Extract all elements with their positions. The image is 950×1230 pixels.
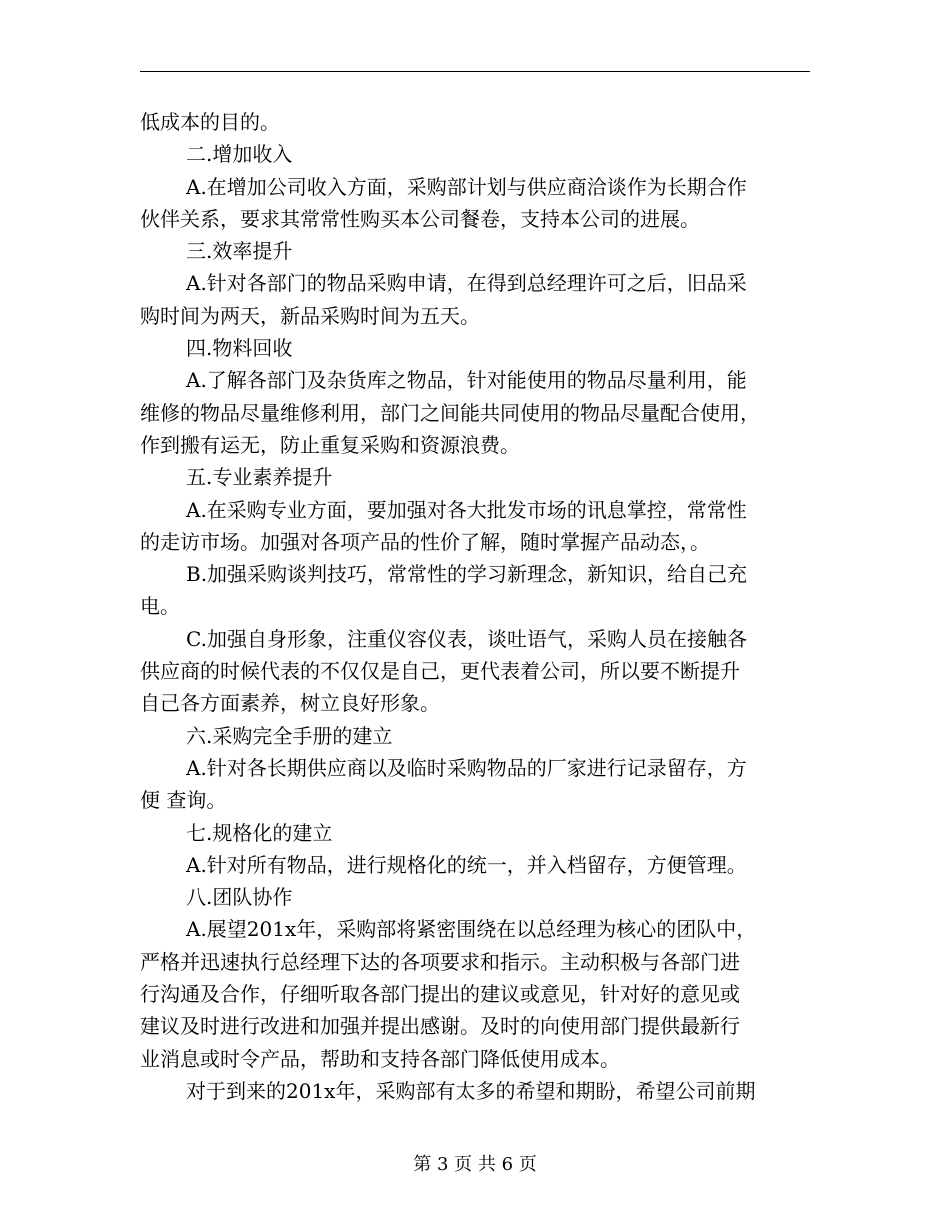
text-line: 四.物料回收 <box>186 336 293 361</box>
text-line: 行沟通及合作，仔细听取各部门提出的建议或意见，针对好的意见或 <box>140 982 740 1007</box>
text-line: 便 查询。 <box>140 788 227 813</box>
text-line: A.针对各长期供应商以及临时采购物品的厂家进行记录留存，方 <box>186 755 747 780</box>
text-line: C.加强自身形象，注重仪容仪表，谈吐语气，采购人员在接触各 <box>186 626 747 651</box>
text-line: 维修的物品尽量维修利用，部门之间能共同使用的物品尽量配合使用， <box>140 400 760 425</box>
text-line: A.了解各部门及杂货库之物品，针对能使用的物品尽量利用，能 <box>186 368 747 393</box>
text-line: B.加强采购谈判技巧，常常性的学习新理念，新知识，给自己充 <box>186 562 748 587</box>
text-line: 六.采购完全手册的建立 <box>186 723 393 748</box>
text-line: 三.效率提升 <box>186 239 293 264</box>
text-line: A.针对各部门的物品采购申请，在得到总经理许可之后，旧品采 <box>186 271 747 296</box>
text-line: A.针对所有物品，进行规格化的统一，并入档留存，方便管理。 <box>186 852 747 877</box>
text-line: 供应商的时候代表的不仅仅是自己，更代表着公司，所以要不断提升 <box>140 659 740 684</box>
text-line: 电。 <box>140 594 180 619</box>
text-line: A.在采购专业方面，要加强对各大批发市场的讯息掌控，常常性 <box>186 497 747 522</box>
header-rule <box>140 71 810 72</box>
text-line: 严格并迅速执行总经理下达的各项要求和指示。主动积极与各部门进 <box>140 949 740 974</box>
text-line: 作到搬有运无，防止重复采购和资源浪费。 <box>140 432 520 457</box>
text-line: 自己各方面素养，树立良好形象。 <box>140 691 440 716</box>
text-line: 二.增加收入 <box>186 142 293 167</box>
page-footer <box>0 1153 950 1177</box>
text-line: A.展望201x年，采购部将紧密围绕在以总经理为核心的团队中， <box>186 917 757 942</box>
text-line: 八.团队协作 <box>186 885 293 910</box>
page-number: 第 3 页 共 6 页 <box>413 1154 537 1175</box>
text-line: 五.专业素养提升 <box>186 465 333 490</box>
text-line: 的走访市场。加强对各项产品的性价了解，随时掌握产品动态，。 <box>140 529 710 554</box>
text-line: 七.规格化的建立 <box>186 820 333 845</box>
text-line: 建议及时进行改进和加强并提出感谢。及时的向使用部门提供最新行 <box>140 1014 740 1039</box>
text-line: 伙伴关系，要求其常常性购买本公司餐卷，支持本公司的进展。 <box>140 206 700 231</box>
text-line: A.在增加公司收入方面，采购部计划与供应商洽谈作为长期合作 <box>186 174 747 199</box>
text-line: 购时间为两天，新品采购时间为五天。 <box>140 303 480 328</box>
document-body <box>140 106 812 1107</box>
text-line: 对于到来的201x年，采购部有太多的希望和期盼，希望公司前期 <box>186 1078 756 1103</box>
text-line: 业消息或时令产品，帮助和支持各部门降低使用成本。 <box>140 1046 620 1071</box>
text-line: 低成本的目的。 <box>140 110 280 134</box>
